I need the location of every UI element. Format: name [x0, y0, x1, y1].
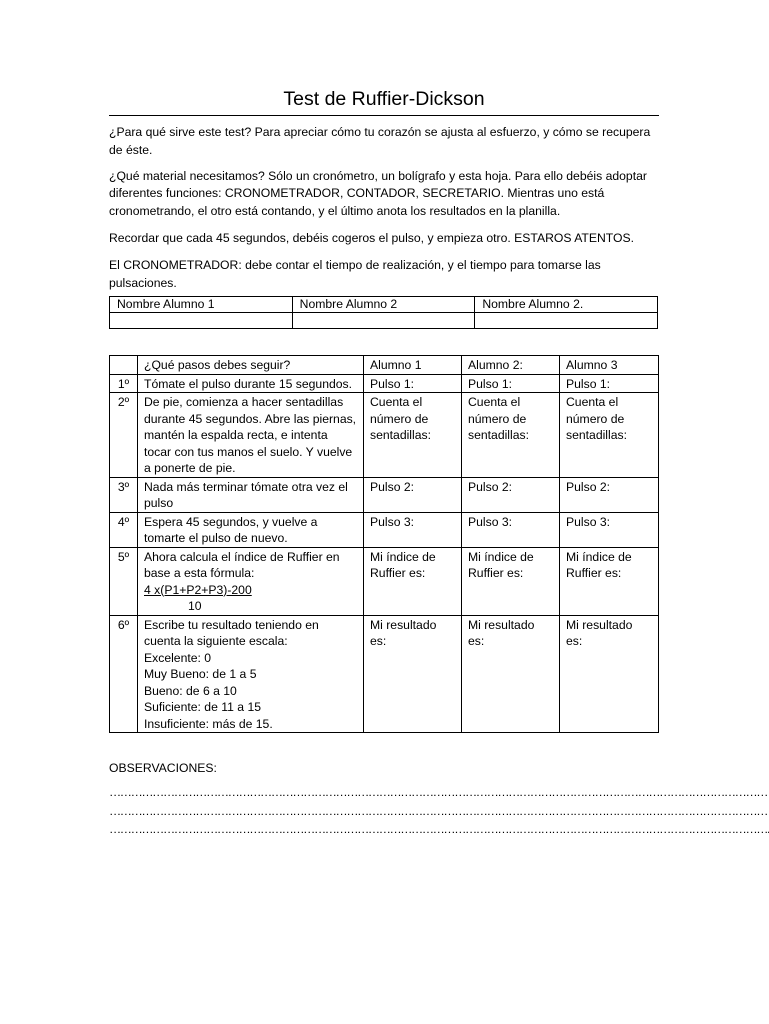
steps-header-step: ¿Qué pasos debes seguir?: [138, 356, 364, 375]
paragraph-purpose: ¿Para qué sirve este test? Para apreciar cómo tu corazón se ajusta al esfuerzo, y cómo se recupera de éste.: [109, 125, 651, 157]
names-header-1: Nombre Alumno 1: [110, 297, 293, 313]
scale-item: Insuficiente: más de 15.: [144, 716, 273, 731]
step-cell-alumno-1[interactable]: Pulso 1:: [364, 374, 462, 393]
step-number: 3º: [110, 477, 138, 512]
name-cell-3[interactable]: [475, 313, 658, 329]
step-number: 1º: [110, 374, 138, 393]
step-cell-alumno-3[interactable]: Mi resultado es:: [560, 615, 659, 733]
name-cell-2[interactable]: [292, 313, 475, 329]
observations-line-3[interactable]: ………………………………………………………………………………………………………………………………………………………………….: [109, 821, 769, 836]
step-instruction: Nada más terminar tómate otra vez el pulso: [138, 477, 364, 512]
page-title: Test de Ruffier-Dickson: [109, 86, 659, 116]
step-number: 6º: [110, 615, 138, 733]
formula-denominator: 10: [188, 599, 202, 614]
student-names-table: [109, 296, 658, 329]
names-header-2: Nombre Alumno 2: [292, 297, 475, 313]
step-cell-alumno-3[interactable]: Pulso 1:: [560, 374, 659, 393]
step-instruction-scale: [138, 615, 364, 733]
scale-item: Excelente: 0: [144, 650, 212, 665]
step-cell-alumno-2[interactable]: Pulso 3:: [462, 512, 560, 547]
observations-line-1[interactable]: …………………………………………………………………………………………………………………………………………………………………: [109, 785, 768, 800]
table-row: [110, 547, 659, 615]
step-number: 4º: [110, 512, 138, 547]
observations-label: OBSERVACIONES:: [109, 761, 217, 776]
steps-table: [109, 355, 659, 733]
step-instruction: De pie, comienza a hacer sentadillas durante 45 segundos. Abre las piernas, mantén la espalda recta, e intenta tocar con tus manos el suelo. Y vuelve a ponerte de pie.: [138, 393, 364, 478]
step-cell-alumno-2[interactable]: Pulso 2:: [462, 477, 560, 512]
paragraph-timekeeper: El CRONOMETRADOR: debe contar el tiempo de realización, y el tiempo para tomarse las pulsaciones.: [109, 257, 601, 290]
names-blank-row: [110, 313, 658, 329]
step-cell-alumno-2[interactable]: Cuenta el número de sentadillas:: [462, 393, 560, 478]
table-row: [110, 393, 659, 478]
steps-header-alumno-2: Alumno 2:: [462, 356, 560, 375]
steps-header-alumno-1: Alumno 1: [364, 356, 462, 375]
table-row: [110, 374, 659, 393]
step-cell-alumno-1[interactable]: Cuenta el número de sentadillas:: [364, 393, 462, 478]
step-cell-alumno-1[interactable]: Pulso 2:: [364, 477, 462, 512]
table-row: [110, 477, 659, 512]
table-row: [110, 615, 659, 733]
scale-item: Bueno: de 6 a 10: [144, 683, 237, 698]
table-row: [110, 512, 659, 547]
document-page: [109, 86, 769, 838]
paragraph-material: ¿Qué material necesitamos? Sólo un cronómetro, un bolígrafo y esta hoja. Para ello debéis adoptar diferentes funciones: CRONOMETRADOR, CONTADOR, SECRETARIO. Mientras uno está cronometrando, el otro está contando, y el último anota los resultados en la planilla.: [109, 168, 647, 219]
paragraph-reminder: Recordar que cada 45 segundos, debéis cogeros el pulso, y empieza otro. ESTAROS ATENTOS.: [109, 230, 635, 245]
name-cell-1[interactable]: [110, 313, 293, 329]
formula-numerator: 4 x(P1+P2+P3)-200: [144, 582, 252, 597]
step-cell-alumno-2[interactable]: Pulso 1:: [462, 374, 560, 393]
step-number: 2º: [110, 393, 138, 478]
step-instruction: Escribe tu resultado teniendo en cuenta la siguiente escala:: [144, 617, 319, 649]
steps-header-row: [110, 356, 659, 375]
step-instruction: Tómate el pulso durante 15 segundos.: [138, 374, 364, 393]
step-instruction-formula: [138, 547, 364, 615]
step-cell-alumno-2[interactable]: Mi índice de Ruffier es:: [462, 547, 560, 615]
steps-header-num: [110, 356, 138, 375]
step-cell-alumno-2[interactable]: Mi resultado es:: [462, 615, 560, 733]
scale-item: Suficiente: de 11 a 15: [144, 700, 261, 715]
step-cell-alumno-1[interactable]: Mi resultado es:: [364, 615, 462, 733]
step-cell-alumno-1[interactable]: Pulso 3:: [364, 512, 462, 547]
scale-item: Muy Bueno: de 1 a 5: [144, 667, 257, 682]
names-header-3: Nombre Alumno 2.: [475, 297, 658, 313]
step-cell-alumno-3[interactable]: Cuenta el número de sentadillas:: [560, 393, 659, 478]
step-cell-alumno-3[interactable]: Mi índice de Ruffier es:: [560, 547, 659, 615]
observations-line-2[interactable]: …………………………………………………………………………………………………………………………………………………………………: [109, 803, 768, 818]
names-header-row: [110, 297, 658, 313]
step-cell-alumno-1[interactable]: Mi índice de Ruffier es:: [364, 547, 462, 615]
step-cell-alumno-3[interactable]: Pulso 3:: [560, 512, 659, 547]
step-instruction: Ahora calcula el índice de Ruffier en base a esta fórmula:: [144, 549, 340, 581]
step-number: 5º: [110, 547, 138, 615]
step-cell-alumno-3[interactable]: Pulso 2:: [560, 477, 659, 512]
step-instruction: Espera 45 segundos, y vuelve a tomarte el pulso de nuevo.: [138, 512, 364, 547]
steps-header-alumno-3: Alumno 3: [560, 356, 659, 375]
